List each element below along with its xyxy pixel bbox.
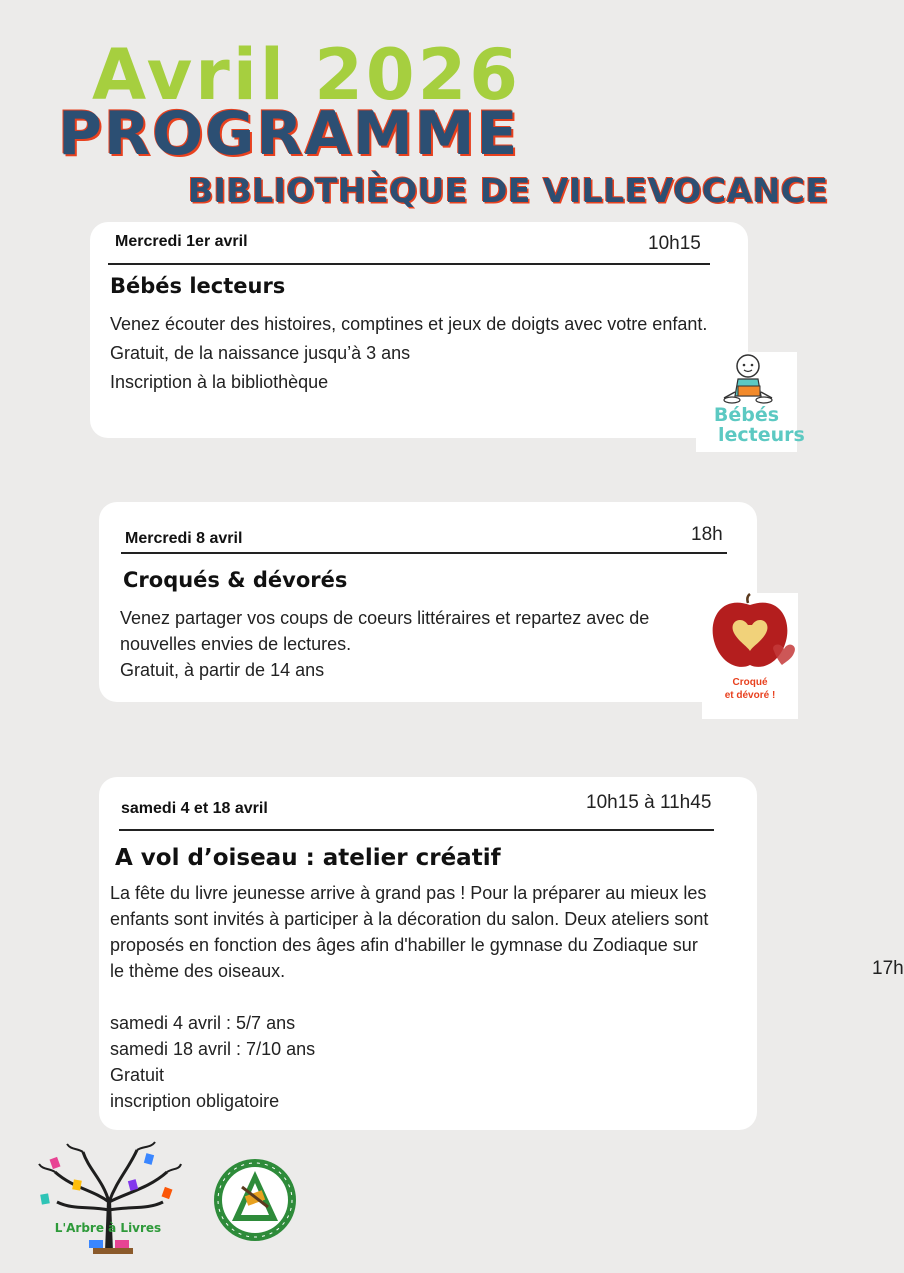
- event-date: Mercredi 8 avril: [125, 530, 243, 547]
- event-time: 18h: [691, 524, 723, 545]
- croques-devores-label: [702, 676, 798, 702]
- bebes-lecteurs-label: [696, 404, 805, 446]
- event-line: inscription obligatoire: [110, 1091, 280, 1111]
- croques-devores-image: [702, 593, 798, 719]
- event-time: 10h15: [648, 233, 701, 254]
- event-description: [110, 310, 710, 397]
- image-label-line: lecteurs: [718, 424, 805, 446]
- zodiaque-emblem-icon: [212, 1157, 298, 1243]
- zodiaque-logo: [212, 1157, 298, 1243]
- apple-heart-illustration-icon: [702, 593, 798, 675]
- arbre-a-livres-label: L'Arbre à Livres: [54, 1221, 162, 1235]
- image-label-line: Bébés: [713, 404, 780, 426]
- divider: [121, 552, 727, 554]
- event-line: Inscription à la bibliothèque: [110, 372, 329, 392]
- event-time: 10h15 à 11h45: [586, 792, 712, 813]
- event-paragraph: La fête du livre jeunesse arrive à grand pas ! Pour la préparer au mieux les enfants sont invités à participer à la décoration du salon. Deux ateliers sont proposés en fonction des âges afin d'habiller le gymnase du Zodiaque sur le thème des oiseaux.: [110, 883, 709, 981]
- event-line: samedi 18 avril : 7/10 ans: [110, 1039, 316, 1059]
- event-card-bebes-lecteurs: [90, 222, 748, 438]
- event-card-atelier-creatif: [99, 777, 757, 1130]
- event-date: Mercredi 1er avril: [115, 233, 248, 250]
- event-line: Venez écouter des histoires, comptines et jeux de doigts avec votre enfant.: [110, 314, 708, 334]
- event-line: Gratuit: [110, 1065, 165, 1085]
- event-date: samedi 4 et 18 avril: [121, 800, 268, 817]
- divider: [119, 829, 714, 831]
- event-title: A vol d’oiseau : atelier créatif: [115, 845, 501, 871]
- event-description: [110, 880, 710, 1114]
- book-tree-icon: [33, 1140, 183, 1258]
- event-description: [120, 605, 700, 683]
- month-heading: Avril 2026: [92, 34, 522, 116]
- event-line: Gratuit, à partir de 14 ans: [120, 660, 325, 680]
- arbre-a-livres-logo: [33, 1140, 183, 1258]
- image-label-line: et dévoré !: [724, 690, 776, 701]
- event-card-croques-devores: [99, 502, 757, 702]
- programme-heading: PROGRAMME: [58, 99, 520, 169]
- event-line: samedi 4 avril : 5/7 ans: [110, 1013, 296, 1033]
- event-line: Gratuit, de la naissance jusqu’à 3 ans: [110, 343, 411, 363]
- stray-time-label: 17h: [872, 958, 904, 979]
- bebes-lecteurs-image: [696, 352, 805, 452]
- image-label-line: Croqué: [732, 677, 768, 688]
- event-title: Bébés lecteurs: [110, 274, 286, 298]
- library-name: BIBLIOTHÈQUE DE VILLEVOCANCE: [188, 171, 829, 210]
- divider: [108, 263, 710, 265]
- event-title: Croqués & dévorés: [123, 568, 348, 592]
- event-line: Venez partager vos coups de coeurs littéraires et repartez avec de nouvelles envies de lectures.: [120, 608, 650, 654]
- baby-reading-illustration-icon: [696, 352, 797, 407]
